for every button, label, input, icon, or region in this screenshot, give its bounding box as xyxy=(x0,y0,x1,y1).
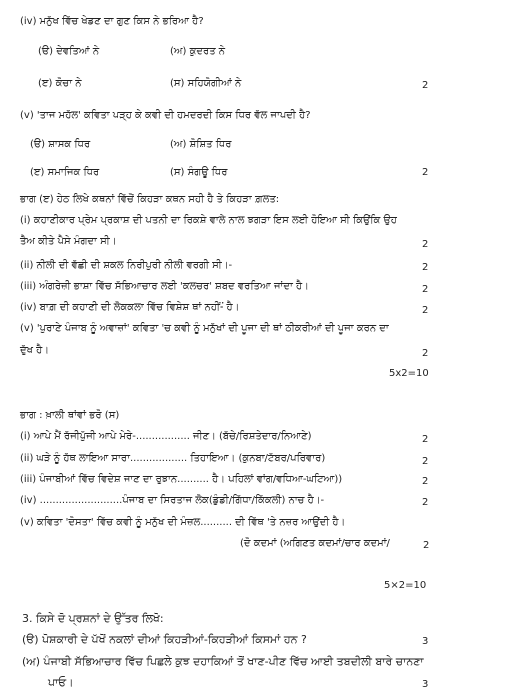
section-heading: 3. ਕਿਸੇ ਦੋ ਪ੍ਰਸ਼ਨਾਂ ਦੇ ਉੱਤਰ ਲਿਖੋ: xyxy=(22,612,164,625)
blank-iii: (iii) ਪੰਜਾਬੀਆਂ ਵਿੱਚ ਵਿਦੇਸ਼ ਜਾਣ ਦਾ ਰੁਝਾਨ.......... ਹੈ। ਪਹਿਲਾਂ ਵਾਂਗ/ਵਧਿਆ-ਘਟਿਆ)) xyxy=(20,474,343,485)
question-b-continued: ਪਾਓ। xyxy=(48,676,74,689)
option-a: (ੳ) ਦੇਵਤਿਆਂ ਨੇ xyxy=(38,46,100,57)
section-total: 5x2=10 xyxy=(389,368,429,379)
question-b: (ਅ) ਪੰਜਾਬੀ ਸੱਭਿਆਚਾਰ ਵਿੱਚ ਪਿਛਲੇ ਕੁਝ ਦਹਾਕਿਆਂ ਤੋਂ ਖਾਣ-ਪੀਣ ਵਿੱਚ ਆਈ ਤਬਦੀਲੀ ਬਾਰੇ ਚਾਨਣਾ xyxy=(22,655,424,668)
blank-v-options: (ਦੋ ਕਦਮਾਂ (ਅਗਿਣਤ ਕਦਮਾਂ/ਚਾਰ ਕਦਮਾਂ/ xyxy=(240,538,390,549)
statement-v: (v) 'ਪੁਰਾਣੇ ਪੰਜਾਬ ਨੂੰ ਅਵਾਜ਼ਾਂ' ਕਵਿਤਾ 'ਚ ਕਵੀ ਨੂੰ ਮਨੁੱਖਾਂ ਦੀ ਪੂਜਾ ਦੀ ਥਾਂ ਠੀਕਰੀਆਂ ਦੀ ਪੂਜਾ ਕਰਨ ਦਾ xyxy=(20,323,389,334)
marks: 2 xyxy=(422,434,429,445)
marks: 2 xyxy=(423,540,430,551)
marks: 2 xyxy=(422,456,429,467)
question-v: (v) 'ਤਾਜ ਮਹੱਲ' ਕਵਿਤਾ ਪੜ੍ਹ ਕੇ ਕਵੀ ਦੀ ਹਮਦਰਦੀ ਕਿਸ ਧਿਰ ਵੱਲ ਜਾਪਦੀ ਹੈ? xyxy=(20,110,311,121)
statement-ii: (ii) ਨੀਲੀ ਦੀ ਵੱਛੀ ਦੀ ਸ਼ਕਲ ਨਿਰੀਪੁਰੀ ਨੀਲੀ ਵਰਗੀ ਸੀ।- xyxy=(20,260,233,271)
marks: 2 xyxy=(422,497,429,508)
marks: 2 xyxy=(422,305,429,316)
marks: 3 xyxy=(422,679,429,690)
statement-iii: (iii) ਅੰਗਰੇਜ਼ੀ ਭਾਸ਼ਾ ਵਿੱਚ ਸੱਭਿਆਚਾਰ ਲਈ 'ਕਲਚਰ' ਸ਼ਬਦ ਵਰਤਿਆ ਜਾਂਦਾ ਹੈ। xyxy=(20,281,309,292)
section-total: 5×2=10 xyxy=(384,580,427,591)
option-b: (ਅ) ਕੁਦਰਤ ਨੇ xyxy=(170,46,226,57)
option-c: (ੲ) ਕੋਚਾ ਨੇ xyxy=(38,78,82,89)
blank-i: (i) ਆਪੇ ਮੈਂ ਰੱਜੀਪੁੱਜੀ ਆਪੇ ਮੇਰੇ-................. ਜੀਣ। (ਬੱਚੇ/ਰਿਸ਼ਤੇਦਾਰ/ਨਿਆਣੇ) xyxy=(20,431,312,442)
option-c: (ੲ) ਸਮਾਜਿਕ ਧਿਰ xyxy=(30,167,100,178)
statement-iv: (iv) ਬਾਗ਼ ਦੀ ਕਹਾਣੀ ਦੀ ਲੋਕਕਲਾ ਵਿੱਚ ਵਿਸ਼ੇਸ਼ ਥਾਂ ਨਹੀਂ-ਂ ਹੈ। xyxy=(20,302,240,313)
marks: 2 xyxy=(422,476,429,487)
option-b: (ਅ) ਸ਼ੋਸ਼ਿਤ ਧਿਰ xyxy=(170,139,232,150)
question-a: (ੳ) ਪੋਸ਼ਕਾਰੀ ਦੇ ਪੱਖੋਂ ਨਕਲਾਂ ਦੀਆਂ ਕਿਹੜੀਆਂ-ਕਿਹੜੀਆਂ ਕਿਸਮਾਂ ਹਨ ? xyxy=(22,633,307,646)
marks: 3 xyxy=(422,636,429,647)
statement-i-continued: ਤੈਅ ਕੀਤੇ ਪੈਸੇ ਮੰਗਦਾ ਸੀ। xyxy=(20,236,117,247)
marks: 2 xyxy=(422,239,429,250)
marks: 2 xyxy=(422,80,429,91)
statement-v-continued: ਦੁੱਖ ਹੈ। xyxy=(20,345,50,356)
blank-v: (v) ਕਵਿਤਾ 'ਦੋਸਤਾ' ਵਿੱਚ ਕਵੀ ਨੂੰ ਮਨੁੱਖ ਦੀ ਮੰਜ਼ਲ.......... ਦੀ ਵਿੱਥ 'ਤੇ ਨਜ਼ਰ ਆਉਂਦੀ ਹੈ। xyxy=(20,517,346,528)
blank-ii: (ii) ਘੜੇ ਨੂੰ ਹੱਥ ਲਾਇਆ ਸਾਰਾ.................. ਤਿਹਾਇਆ। (ਕੁਨਬਾ/ਟੱਬਰ/ਪਰਿਵਾਰ) xyxy=(20,453,326,464)
option-d: (ਸ) ਸੰਗਊ ਧਿਰ xyxy=(170,167,228,178)
statement-i: (i) ਕਹਾਣੀਕਾਰ ਪ੍ਰੇਮ ਪ੍ਰਕਾਸ਼ ਦੀ ਪਤਨੀ ਦਾ ਰਿਕਸ਼ੇ ਵਾਲੇ ਨਾਲ ਝਗੜਾ ਇਸ ਲਈ ਹੋਇਆ ਸੀ ਕਿਉਂਕਿ ਉਹ xyxy=(20,215,397,226)
section-heading: ਭਾਗ : ਖ਼ਾਲੀ ਥਾਂਵਾਂ ਭਰੋ (ਸ) xyxy=(20,410,120,421)
marks: 2 xyxy=(422,348,429,359)
section-heading: ਭਾਗ (ੲ) ਹੇਠ ਲਿਖੇ ਕਥਨਾਂ ਵਿੱਚੋਂ ਕਿਹੜਾ ਕਥਨ ਸਹੀ ਹੈ ਤੇ ਕਿਹੜਾ ਗ਼ਲਤ: xyxy=(20,194,280,205)
option-a: (ੳ) ਸ਼ਾਸਕ ਧਿਰ xyxy=(30,139,91,150)
marks: 2 xyxy=(422,262,429,273)
question-iv: (iv) ਮਨੁੱਖ ਵਿੱਚ ਖੇਡਣ ਦਾ ਗੁਣ ਕਿਸ ਨੇ ਭਰਿਆ ਹੈ? xyxy=(20,16,204,27)
option-d: (ਸ) ਸਹਿਯੋਗੀਆਂ ਨੇ xyxy=(170,78,242,89)
marks: 2 xyxy=(422,284,429,295)
marks: 2 xyxy=(422,167,429,178)
blank-iv: (iv) ..........................ਪੰਜਾਬ ਦਾ ਸਿਰਤਾਜ ਲੋਕ(ਡੁੰਡੀ/ਗਿੱਧਾ/ਕਿੱਕਲੀ) ਨਾਚ ਹੈ।- xyxy=(20,495,325,506)
